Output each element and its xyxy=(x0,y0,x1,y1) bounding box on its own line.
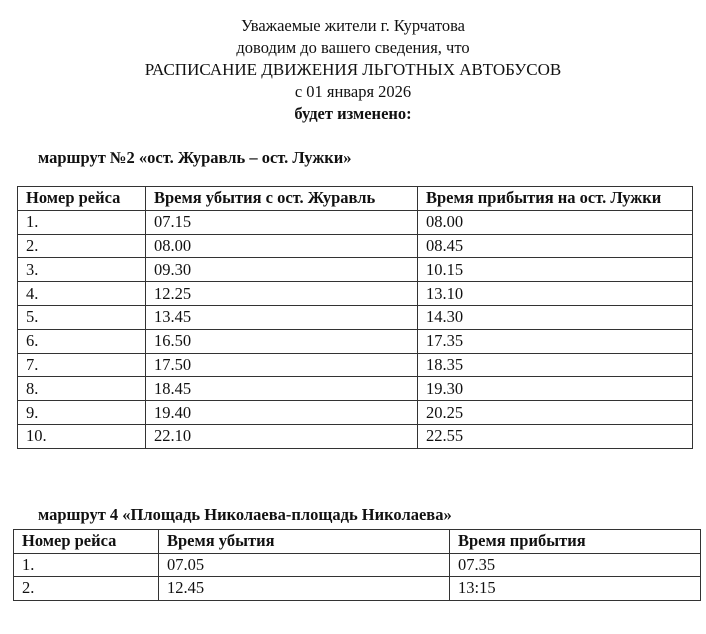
arrival-cell: 07.35 xyxy=(450,553,701,577)
arrival-cell: 19.30 xyxy=(418,377,693,401)
arrival-cell: 10.15 xyxy=(418,258,693,282)
arrival-cell: 14.30 xyxy=(418,305,693,329)
trip-number-cell: 5. xyxy=(18,305,146,329)
table-header-row xyxy=(14,530,701,554)
arrival-cell: 18.35 xyxy=(418,353,693,377)
table-header-row xyxy=(18,187,693,211)
route-4-title: маршрут 4 «Площадь Николаева-площадь Николаева» xyxy=(38,505,452,524)
arrival-cell: 13:15 xyxy=(450,577,701,601)
trip-number-cell: 1. xyxy=(18,210,146,234)
arrival-cell: 08.00 xyxy=(418,210,693,234)
departure-cell: 16.50 xyxy=(146,329,418,353)
column-header-trip-number: Номер рейса xyxy=(14,530,159,554)
notice-greeting: Уважаемые жители г. Курчатова xyxy=(240,16,466,35)
table-row xyxy=(14,553,701,577)
departure-cell: 13.45 xyxy=(146,305,418,329)
table-row xyxy=(18,258,693,282)
departure-cell: 17.50 xyxy=(146,353,418,377)
trip-number-cell: 8. xyxy=(18,377,146,401)
column-header-arrival: Время прибытия на ост. Лужки xyxy=(418,187,693,211)
trip-number-cell: 7. xyxy=(18,353,146,377)
table-row xyxy=(18,424,693,448)
departure-cell: 07.15 xyxy=(146,210,418,234)
table-row xyxy=(18,377,693,401)
table-row xyxy=(14,577,701,601)
notice-date: с 01 января 2026 xyxy=(294,82,412,101)
notice-header xyxy=(0,15,706,125)
trip-number-cell: 9. xyxy=(18,401,146,425)
table-row xyxy=(18,353,693,377)
column-header-departure: Время убытия с ост. Журавль xyxy=(146,187,418,211)
departure-cell: 07.05 xyxy=(159,553,450,577)
arrival-cell: 13.10 xyxy=(418,282,693,306)
notice-changed: будет изменено: xyxy=(294,104,412,123)
column-header-arrival: Время прибытия xyxy=(450,530,701,554)
table-row xyxy=(18,210,693,234)
departure-cell: 12.45 xyxy=(159,577,450,601)
column-header-departure: Время убытия xyxy=(159,530,450,554)
route-2-schedule-table xyxy=(17,186,693,449)
departure-cell: 18.45 xyxy=(146,377,418,401)
table-row xyxy=(18,282,693,306)
departure-cell: 09.30 xyxy=(146,258,418,282)
departure-cell: 22.10 xyxy=(146,424,418,448)
trip-number-cell: 6. xyxy=(18,329,146,353)
departure-cell: 08.00 xyxy=(146,234,418,258)
departure-cell: 19.40 xyxy=(146,401,418,425)
trip-number-cell: 4. xyxy=(18,282,146,306)
trip-number-cell: 1. xyxy=(14,553,159,577)
table-row xyxy=(18,305,693,329)
trip-number-cell: 2. xyxy=(14,577,159,601)
column-header-trip-number: Номер рейса xyxy=(18,187,146,211)
table-row xyxy=(18,234,693,258)
arrival-cell: 17.35 xyxy=(418,329,693,353)
table-row xyxy=(18,329,693,353)
arrival-cell: 08.45 xyxy=(418,234,693,258)
arrival-cell: 22.55 xyxy=(418,424,693,448)
trip-number-cell: 10. xyxy=(18,424,146,448)
notice-intro: доводим до вашего сведения, что xyxy=(236,38,470,57)
trip-number-cell: 3. xyxy=(18,258,146,282)
route-2-title: маршрут №2 «ост. Журавль – ост. Лужки» xyxy=(38,148,352,167)
trip-number-cell: 2. xyxy=(18,234,146,258)
arrival-cell: 20.25 xyxy=(418,401,693,425)
route-4-schedule-table xyxy=(13,529,701,601)
departure-cell: 12.25 xyxy=(146,282,418,306)
table-row xyxy=(18,401,693,425)
notice-title: РАСПИСАНИЕ ДВИЖЕНИЯ ЛЬГОТНЫХ АВТОБУСОВ xyxy=(144,60,562,79)
